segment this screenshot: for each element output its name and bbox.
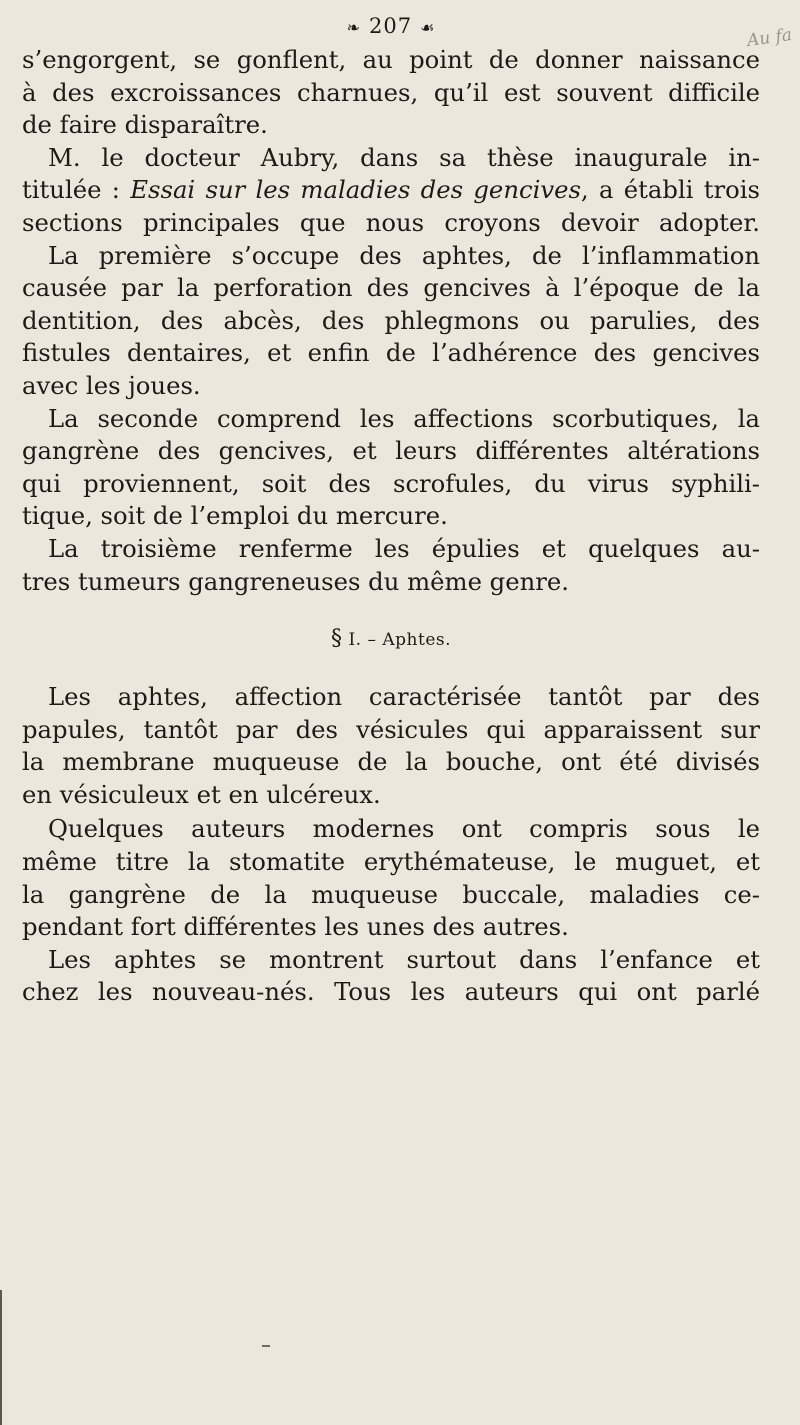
text-line: dentition, des abcès, des phlegmons ou parulies, des bbox=[22, 305, 760, 335]
paragraph-7 bbox=[22, 813, 760, 943]
page-number-text: 207 bbox=[368, 14, 413, 38]
bottom-dash bbox=[262, 1345, 270, 1347]
text-line: même titre la stomatite erythémateuse, le muguet, et bbox=[22, 847, 760, 877]
text-line: avec les joues. bbox=[22, 370, 201, 400]
page-number bbox=[22, 14, 760, 38]
text-line: La première s’occupe des aphtes, de l’inflammation bbox=[48, 240, 760, 270]
text-line: chez les nouveau-nés. Tous les auteurs qui ont parlé bbox=[22, 977, 760, 1007]
text-line: de faire disparaître. bbox=[22, 110, 268, 140]
text-line: La seconde comprend les affections scorbutiques, la bbox=[48, 403, 760, 433]
paragraph-5 bbox=[22, 533, 760, 598]
text-line: s’engorgent, se gonflent, au point de donner naissance bbox=[22, 45, 760, 74]
text-line: causée par la perforation des gencives à l’époque de la bbox=[22, 273, 760, 303]
text-line: en vésiculeux et en ulcéreux. bbox=[22, 779, 381, 809]
text-line: pendant fort différentes les unes des autres. bbox=[22, 912, 569, 942]
section-symbol: § bbox=[330, 626, 343, 652]
text-line: papules, tantôt par des vésicules qui apparaissent sur bbox=[22, 714, 760, 744]
paragraph-6 bbox=[22, 681, 760, 811]
text-line: Les aphtes, affection caractérisée tantôt par des bbox=[48, 682, 760, 712]
text-line: M. le docteur Aubry, dans sa thèse inaugurale in- bbox=[48, 142, 760, 172]
section-title-text: I. – Aphtes. bbox=[348, 630, 452, 651]
text-line-with-title bbox=[22, 174, 760, 207]
text-line: à des excroissances charnues, qu’il est souvent difficile bbox=[22, 77, 760, 107]
text-line: gangrène des gencives, et leurs différentes altérations bbox=[22, 436, 760, 466]
text-line: sections principales que nous croyons devoir adopter. bbox=[22, 207, 760, 237]
text-line: Quelques auteurs modernes ont compris sous le bbox=[48, 814, 760, 844]
paragraph-8 bbox=[22, 944, 760, 1009]
page-edge-shadow bbox=[0, 1290, 2, 1425]
paragraph-2 bbox=[22, 142, 760, 240]
text-line: fistules dentaires, et enfin de l’adhérence des gencives bbox=[22, 338, 760, 368]
thesis-title: Essai sur les maladies des gencives bbox=[130, 175, 581, 205]
paragraph-1 bbox=[22, 44, 760, 142]
paragraph-4 bbox=[22, 403, 760, 533]
text-line: la membrane muqueuse de la bouche, ont été divisés bbox=[22, 747, 760, 777]
paragraph-3 bbox=[22, 240, 760, 403]
line-suffix: , a établi trois bbox=[580, 175, 760, 205]
margin-handwritten-note: Au fa bbox=[745, 24, 794, 52]
right-ornament-icon: ☙ bbox=[420, 18, 436, 37]
line-prefix: titulée : bbox=[22, 175, 131, 205]
text-line: tique, soit de l’emploi du mercure. bbox=[22, 501, 448, 531]
text-line: Les aphtes se montrent surtout dans l’enfance et bbox=[48, 944, 760, 974]
text-line: La troisième renferme les épulies et quelques au- bbox=[48, 533, 760, 563]
text-line: la gangrène de la muqueuse buccale, maladies ce- bbox=[22, 879, 760, 909]
left-ornament-icon: ❧ bbox=[346, 18, 361, 37]
text-line: qui proviennent, soit des scrofules, du virus syphili- bbox=[22, 468, 760, 498]
section-heading bbox=[22, 626, 760, 651]
text-line: tres tumeurs gangreneuses du même genre. bbox=[22, 566, 569, 596]
